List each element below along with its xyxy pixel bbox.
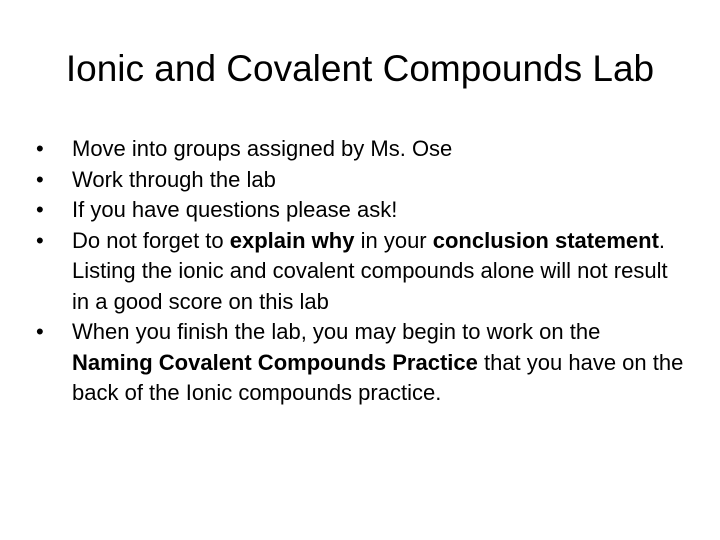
bullet-item — [36, 165, 686, 196]
bullet-item — [36, 226, 686, 318]
bullet-marker: • — [36, 197, 44, 222]
bullet-marker: • — [36, 319, 44, 344]
bullet-text: Move into groups assigned by Ms. Ose — [72, 136, 453, 161]
bold-phrase-practice-name: Naming Covalent Compounds Practice — [72, 349, 478, 375]
bullet-marker: • — [36, 136, 44, 161]
bullet-text-part: Do not forget to — [72, 227, 230, 253]
bold-phrase-explain-why: explain why — [229, 227, 355, 253]
bullet-item — [36, 134, 686, 165]
slide-title: Ionic and Covalent Compounds Lab — [65, 48, 655, 89]
bullet-marker: • — [36, 166, 44, 192]
bullet-list — [36, 134, 686, 409]
bullet-marker: • — [36, 227, 44, 253]
bold-phrase-conclusion-statement: conclusion statement — [432, 227, 659, 253]
bullet-text-part: . Listing the ionic and covalent compounds alone will not result in a good score on this lab — [72, 227, 668, 314]
bullet-text-part: When you finish the lab, you may begin to work on the — [72, 319, 601, 344]
bullet-text-part: that you have on the back of the Ionic compounds practice. — [72, 349, 684, 405]
bullet-text-part: in your — [354, 227, 433, 253]
bullet-item — [36, 195, 686, 226]
bullet-text: If you have questions please ask! — [72, 197, 398, 222]
bullet-text: Work through the lab — [72, 166, 276, 192]
bullet-item — [36, 317, 686, 409]
